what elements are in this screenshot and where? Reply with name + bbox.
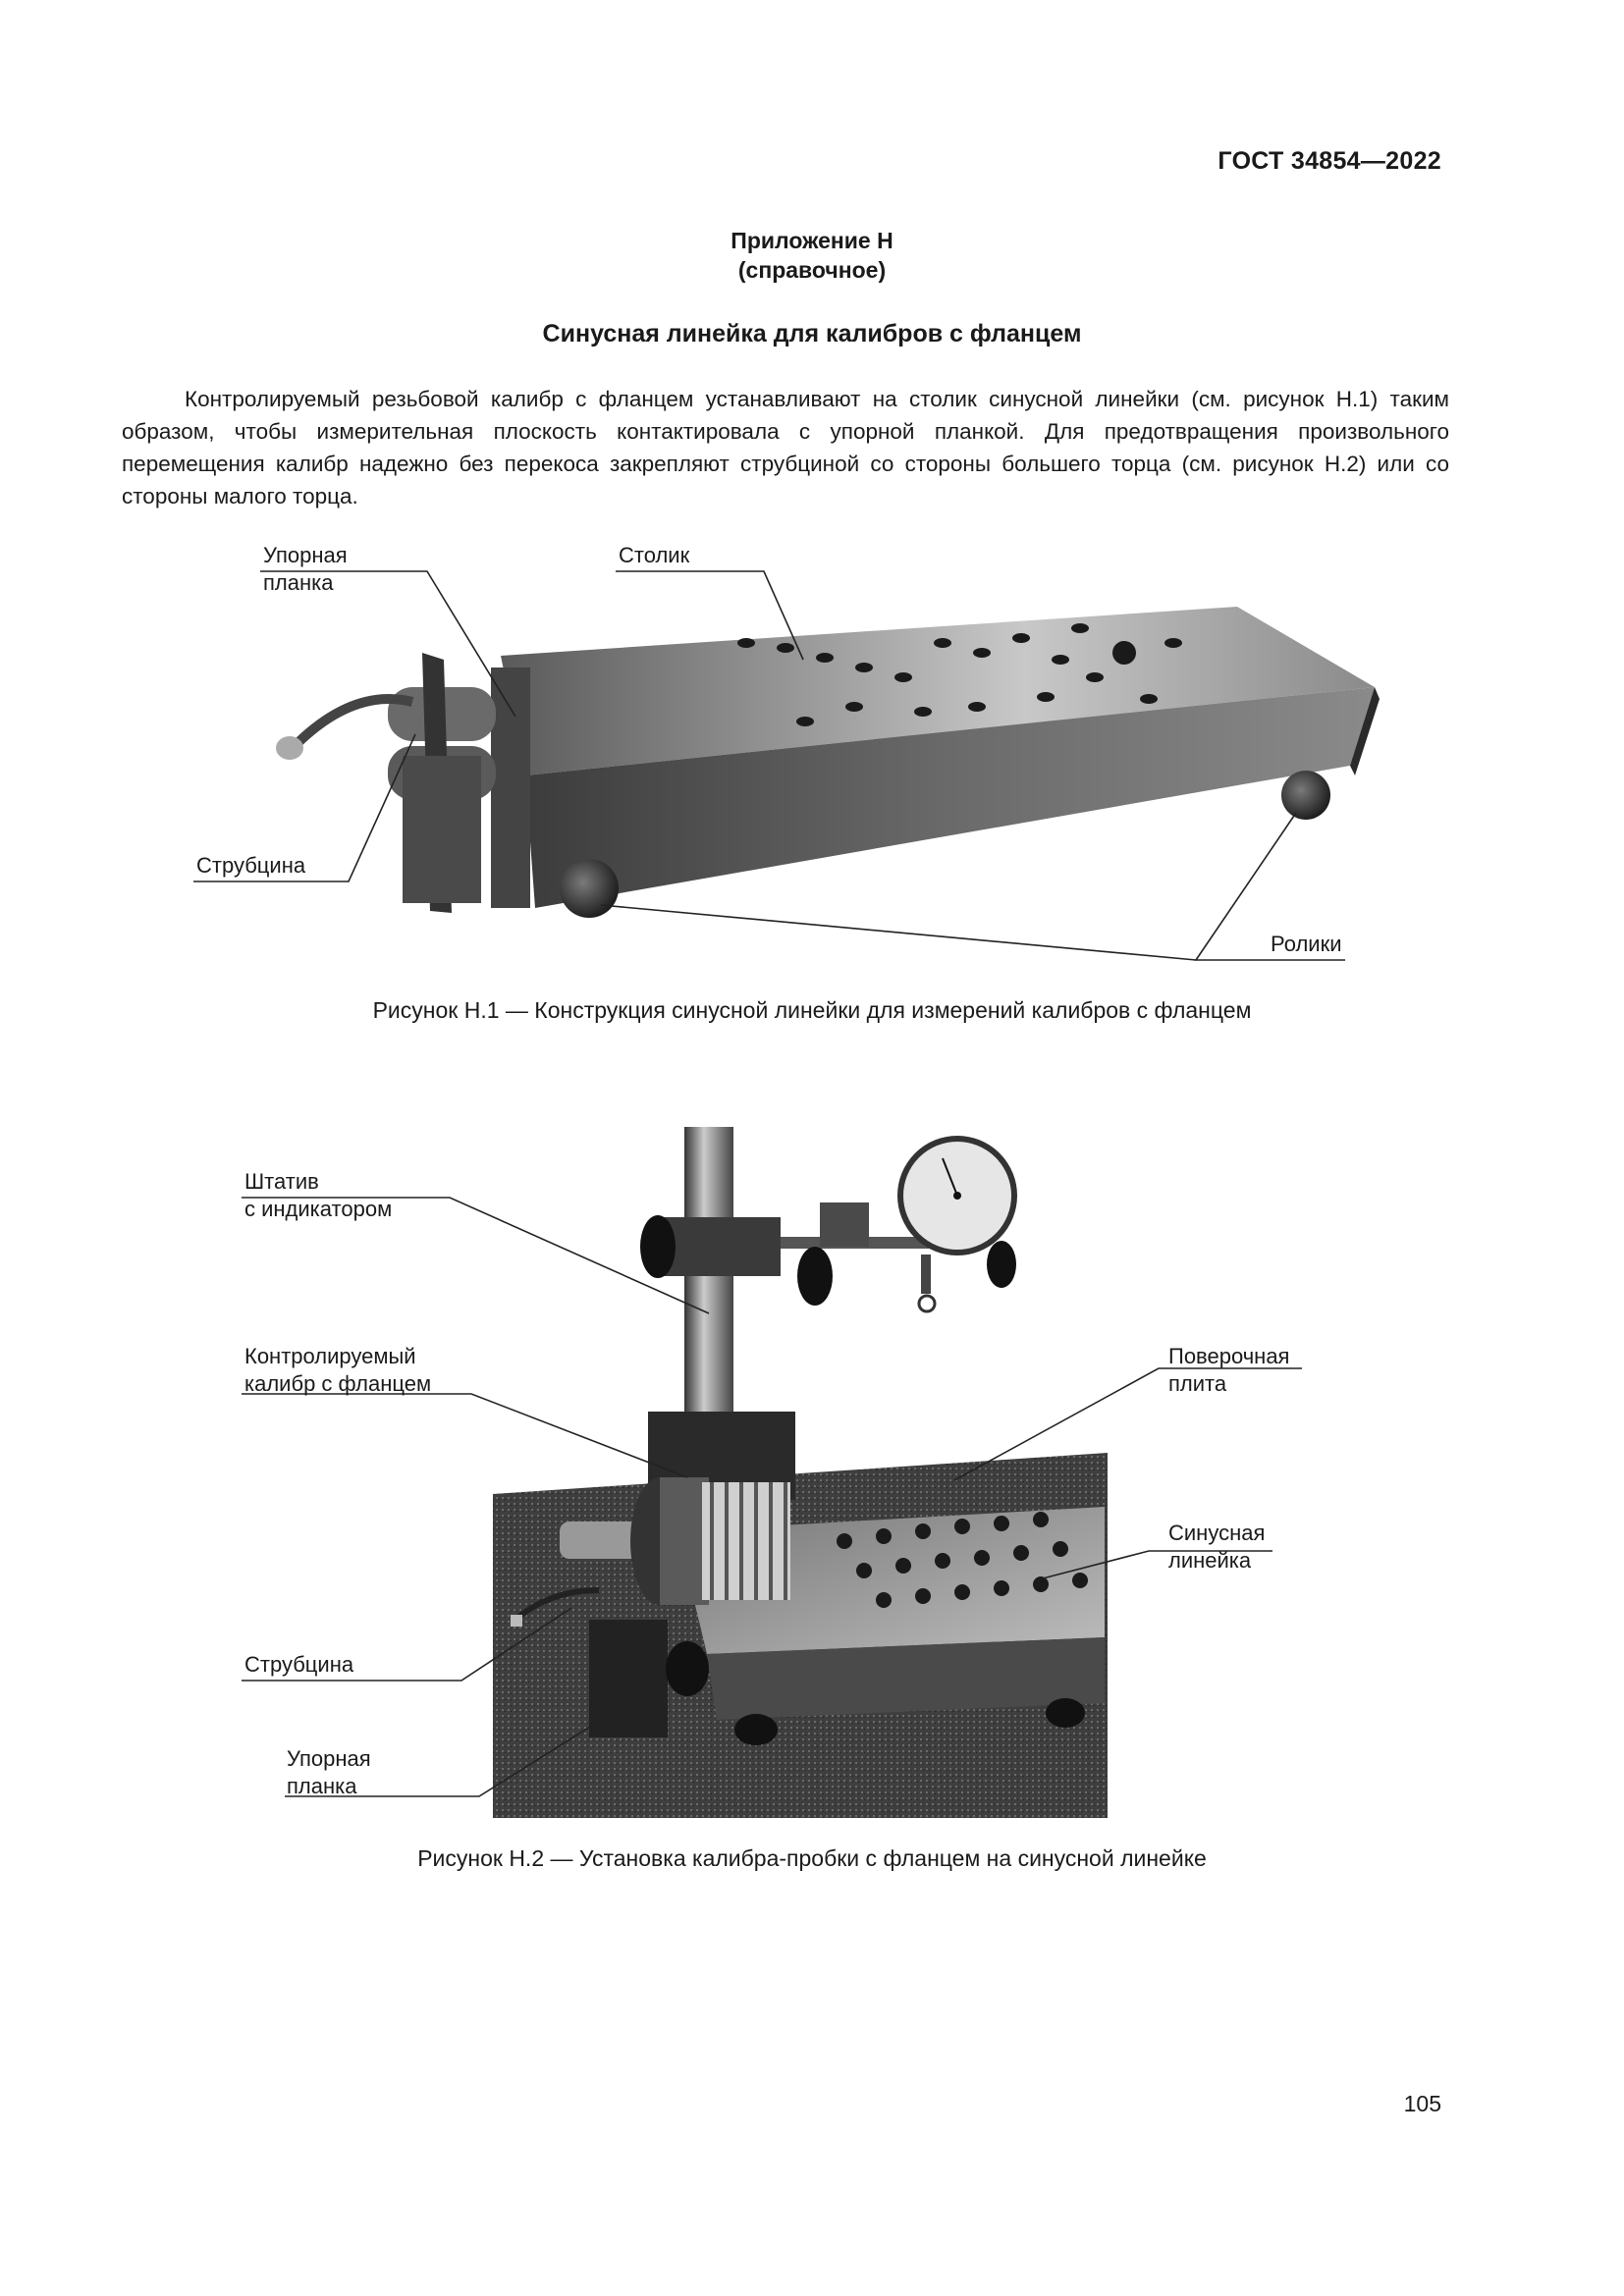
label-clamp-2: Струбцина [244,1652,354,1677]
label-stop-bar: Упорная планка [263,543,348,595]
label-sine-bar: Синусная линейка [1168,1521,1266,1573]
body-paragraph: Контролируемый резьбовой калибр с фланцем устанавливают на столик синусной линейки (см. рисунок Н.1) таким образом, чтобы измерительная плоскость контактировала с упорной планкой. Для предотвращения произвольного перемещения калибр надежно без перекоса закрепляют струбциной со стороны большего торца (см. рисунок Н.2) или со стороны малого торца. [122,387,1449,508]
label-table: Столик [619,543,690,567]
label-surface-plate: Поверочная плита [1168,1344,1290,1396]
page-number: 105 [1403,2091,1441,2116]
figure2-caption: Рисунок Н.2 — Установка калибра-пробки с фланцем на синусной линейке [417,1845,1207,1871]
label-rollers: Ролики [1271,932,1342,956]
appendix-title: Приложение Н [731,228,893,253]
label-gauge: Контролируемый калибр с фланцем [244,1344,432,1396]
label-stand: Штатив с индикатором [244,1169,393,1221]
appendix-subtitle: (справочное) [737,257,887,283]
figure1-caption: Рисунок Н.1 — Конструкция синусной линейки для измерений калибров с фланцем [372,997,1252,1023]
standard-number: ГОСТ 34854—2022 [1218,147,1441,175]
label-stop-bar-2: Упорная планка [287,1746,371,1798]
section-title: Синусная линейка для калибров с фланцем [542,320,1082,347]
label-clamp: Струбцина [196,853,306,878]
